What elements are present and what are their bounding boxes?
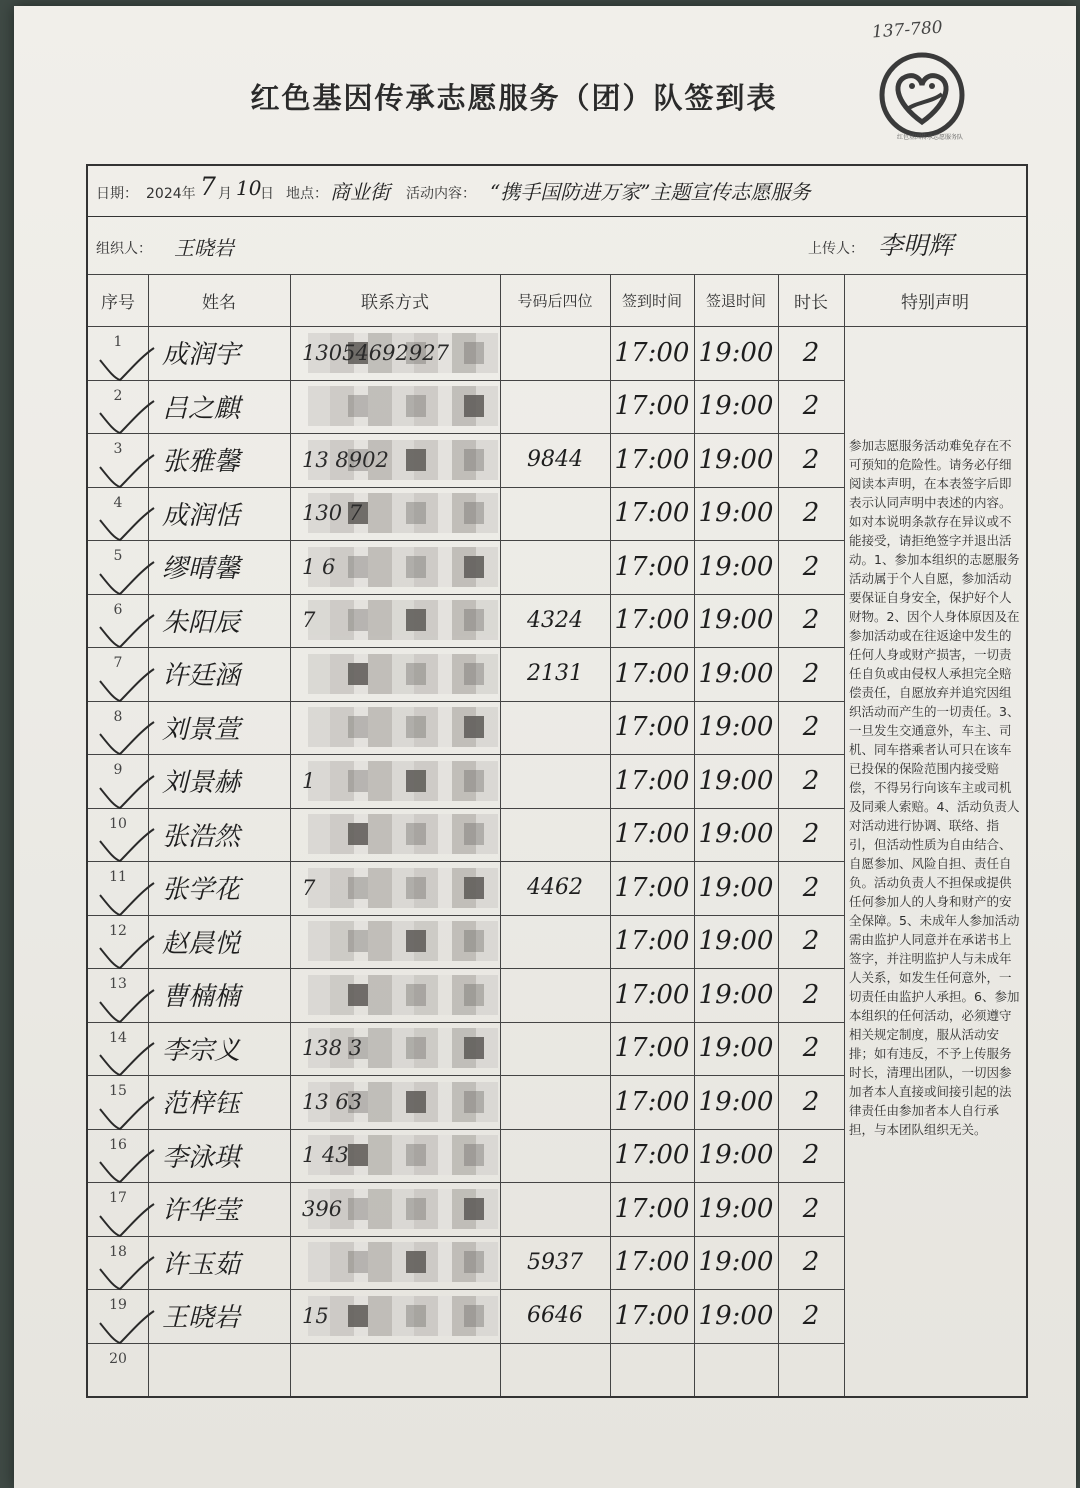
phone-last4: 6646 [527,1303,583,1329]
col-header-sign-in: 签到时间 [621,291,682,310]
volunteer-name: 李宗义 [162,1035,241,1066]
phone-last4 [500,915,610,969]
sign-in-time: 17:00 [614,605,690,636]
volunteer-name: 缪晴馨 [162,554,241,585]
contact-phone: 13 63 [302,1089,363,1114]
corner-note: 137-780 [871,17,944,43]
sign-in-time: 17:00 [614,551,690,582]
phone-last4 [500,1129,610,1183]
header-row-organizer [88,216,1026,275]
sign-in-time: 17:00 [614,658,690,689]
contact-phone: 396 [302,1196,343,1221]
sign-in-time: 17:00 [614,872,690,903]
contact-phone: 7 [302,608,316,633]
volunteer-name: 李泳琪 [162,1142,241,1173]
sign-in-time: 17:00 [614,979,690,1010]
duration-hours: 2 [802,926,820,957]
volunteer-name: 张雅馨 [162,447,241,478]
row-number: 17 [109,1190,127,1206]
row-number: 9 [113,762,123,778]
row-number: 8 [113,708,123,725]
sign-out-time: 19:00 [698,1247,774,1278]
contact-phone: 13 8902 [302,447,389,472]
row-number: 18 [109,1243,127,1260]
volunteer-name: 成润宇 [162,340,241,371]
phone-last4: 2131 [527,661,583,687]
duration-hours: 2 [802,1033,820,1064]
volunteer-name: 张学花 [162,875,241,906]
organizer-label: 组织人： [96,241,152,257]
row-number: 6 [113,601,123,618]
sign-out-time: 19:00 [698,1033,774,1064]
phone-last4 [500,1343,610,1397]
duration-hours: 2 [802,444,820,475]
volunteer-name: 吕之麒 [162,393,241,424]
uploader-handwritten: 李明辉 [878,231,954,260]
location-label: 地点： [286,186,328,202]
duration-hours: 2 [802,551,820,582]
sign-out-time: 19:00 [698,819,774,850]
date-year: 2024年 [146,186,196,202]
row-number: 12 [109,922,127,939]
phone-last4: 4324 [527,607,583,633]
sign-in-time: 17:00 [614,1247,690,1278]
date-day-unit: 日 [260,186,274,202]
sign-in-time: 17:00 [614,1033,690,1064]
sign-out-time: 19:00 [698,1193,774,1224]
activity-label: 活动内容： [406,186,476,202]
phone-last4 [500,1075,610,1129]
duration-hours: 2 [802,1086,820,1117]
volunteer-name: 许玉茹 [162,1249,241,1280]
contact-phone [290,701,500,755]
page-title: 红色基因传承志愿服务（团）队签到表 [250,81,778,115]
activity-handwritten: “携手国防进万家”主题宣传志愿服务 [490,180,811,204]
contact-phone: 1 6 [302,554,336,579]
sign-in-time: 17:00 [614,819,690,850]
col-header-name: 姓名 [202,292,236,313]
row-number: 20 [109,1350,127,1367]
volunteer-name: 王晓岩 [162,1303,241,1334]
phone-last4 [500,1022,610,1076]
row-number: 4 [113,494,123,511]
sign-out-time: 19:00 [698,444,774,475]
sign-out-time: 19:00 [698,1086,774,1117]
sign-in-time: 17:00 [614,765,690,796]
row-number: 2 [113,387,123,404]
volunteer-name: 朱阳辰 [162,607,241,638]
sign-out-time: 19:00 [698,872,774,903]
duration-hours: 2 [802,1193,820,1224]
phone-last4 [500,968,610,1022]
duration-hours: 2 [802,712,820,743]
row-number: 1 [113,334,123,350]
volunteer-name: 许廷涵 [162,661,241,692]
row-number: 13 [109,976,127,992]
duration-hours: 2 [802,658,820,689]
duration-hours: 2 [802,498,820,529]
row-number: 7 [113,655,123,671]
sign-out-time: 19:00 [698,712,774,743]
sign-out-time: 19:00 [698,765,774,796]
sign-in-sheet-paper [14,6,1076,1488]
sign-out-time: 19:00 [698,391,774,422]
col-header-duration: 时长 [794,292,828,313]
contact-phone [290,915,500,969]
phone-last4 [500,380,610,434]
row-number: 11 [109,869,127,885]
volunteer-name: 张浩然 [162,821,241,852]
sign-in-time: 17:00 [614,712,690,743]
phone-last4 [500,701,610,755]
col-header-sign-out: 签退时间 [705,291,766,310]
contact-phone: 1 43 [302,1143,349,1168]
contact-phone: 138 3 [302,1036,363,1061]
contact-phone [290,380,500,434]
contact-phone: 1 [302,768,316,793]
heart-logo-icon [876,52,968,138]
sign-out-time: 19:00 [698,1140,774,1171]
row-number: 19 [109,1297,127,1313]
sign-in-time: 17:00 [614,337,690,368]
location-handwritten: 商业街 [330,180,390,204]
volunteer-name [148,1343,290,1397]
row-number: 14 [109,1029,127,1046]
header-row-date-location [88,166,1026,217]
sign-in-time: 17:00 [614,498,690,529]
sign-out-time: 19:00 [698,605,774,636]
phone-last4 [500,540,610,594]
duration-hours: 2 [802,872,820,903]
sign-out-time: 19:00 [698,1300,774,1331]
volunteer-name: 赵晨悦 [162,928,241,959]
col-header-no: 序号 [101,292,135,313]
contact-phone: 7 [302,875,316,900]
duration-hours: 2 [802,337,820,368]
volunteer-name: 曹楠楠 [162,982,241,1013]
contact-phone [290,1343,500,1397]
sign-in-time: 17:00 [614,926,690,957]
phone-last4 [500,326,610,380]
sign-in-time: 17:00 [614,1086,690,1117]
row-number: 3 [113,441,123,457]
contact-phone [290,968,500,1022]
sign-out-time: 19:00 [698,979,774,1010]
duration-hours: 2 [802,1140,820,1171]
duration-hours: 2 [802,979,820,1010]
phone-last4: 4462 [527,875,583,901]
duration-hours [778,1343,844,1397]
contact-phone: 13054692927 [302,340,449,365]
sign-out-time: 19:00 [698,926,774,957]
sign-out-time: 19:00 [698,551,774,582]
phone-last4 [500,1182,610,1236]
sign-in-time: 17:00 [614,1193,690,1224]
phone-last4 [500,808,610,862]
sign-in-time: 17:00 [614,1300,690,1331]
row-number: 15 [109,1083,127,1099]
sign-in-time [610,1343,694,1397]
date-day-handwritten: 10 [236,176,262,200]
contact-phone: 130 7 [302,501,363,526]
phone-last4 [500,487,610,541]
sign-out-time: 19:00 [698,337,774,368]
duration-hours: 2 [802,819,820,850]
organizer-handwritten: 王晓岩 [174,236,234,260]
sign-in-table [86,164,1028,1398]
sign-in-time: 17:00 [614,1140,690,1171]
phone-last4: 9844 [527,447,583,473]
duration-hours: 2 [802,1247,820,1278]
row-number: 5 [113,548,123,564]
sign-out-time [694,1343,778,1397]
contact-phone [290,647,500,701]
col-header-statement: 特别声明 [901,292,969,313]
date-month-unit: 月 [218,186,232,202]
sign-out-time: 19:00 [698,658,774,689]
phone-last4 [500,754,610,808]
contact-phone [290,1236,500,1290]
row-number: 10 [109,815,127,832]
sign-out-time: 19:00 [698,498,774,529]
duration-hours: 2 [802,391,820,422]
phone-last4: 5937 [527,1249,583,1275]
volunteer-name: 成润恬 [162,500,241,531]
special-statement-text: 参加志愿服务活动难免存在不可预知的危险性。请务必仔细阅读本声明，在本表签字后即表示认同声明中表述的内容。如对本说明条款存在异议或不能接受，请拒绝签字并退出活动。1、参加本组织的志愿服务活动属于个人自愿，参加活动要保证自身安全，保护好个人财物。2、因个人身体原因及在参加活动或在往返途中发生的任何人身或财产损害，一切责任自负或由侵权人承担完全赔偿责任，自愿放弃并追究因组织活动而产生的一切责任。3、一旦发生交通意外，车主、司机、同车搭乘者认可只在该车已投保的保险范围内接受赔偿，不得另行向该车主或司机及同乘人索赔。4、活动负责人对活动进行协调、联络、指引，但活动性质为自由结合、自愿参加、风险自担、责任自负。活动负责人不担保或提供任何参加人的人身和财产的安全保障。5、未成年人参加活动需由监护人同意并在承诺书上签字，并注明监护人与未成年人关系，如发生任何意外，一切责任由监护人承担。6、参加本组织的任何活动，必须遵守相关规定制度，服从活动安排；如有违反，不予上传服务时长，清理出团队，一切因参加者本人直接或间接引起的法律责任由参加者本人自行承担，与本团队组织无关。 [849,438,1020,1137]
grid-line [844,274,845,1396]
date-label: 日期： [96,186,138,202]
row-number: 16 [109,1136,127,1153]
uploader-label: 上传人： [808,241,864,257]
duration-hours: 2 [802,605,820,636]
duration-hours: 2 [802,765,820,796]
sign-in-time: 17:00 [614,391,690,422]
date-month-handwritten: 7 [200,172,216,201]
volunteer-name: 刘景萱 [162,714,241,745]
volunteer-name: 刘景赫 [162,768,241,799]
col-header-contact: 联系方式 [361,292,429,313]
volunteer-name: 许华莹 [162,1196,241,1227]
volunteer-name: 范梓钰 [162,1089,241,1120]
sign-in-time: 17:00 [614,444,690,475]
grid-line [88,274,1026,275]
col-header-last4: 号码后四位 [517,291,593,310]
duration-hours: 2 [802,1300,820,1331]
contact-phone: 15 [302,1303,329,1328]
logo-caption: 红色基因传承志愿服务队 [896,134,963,141]
contact-phone [290,808,500,862]
